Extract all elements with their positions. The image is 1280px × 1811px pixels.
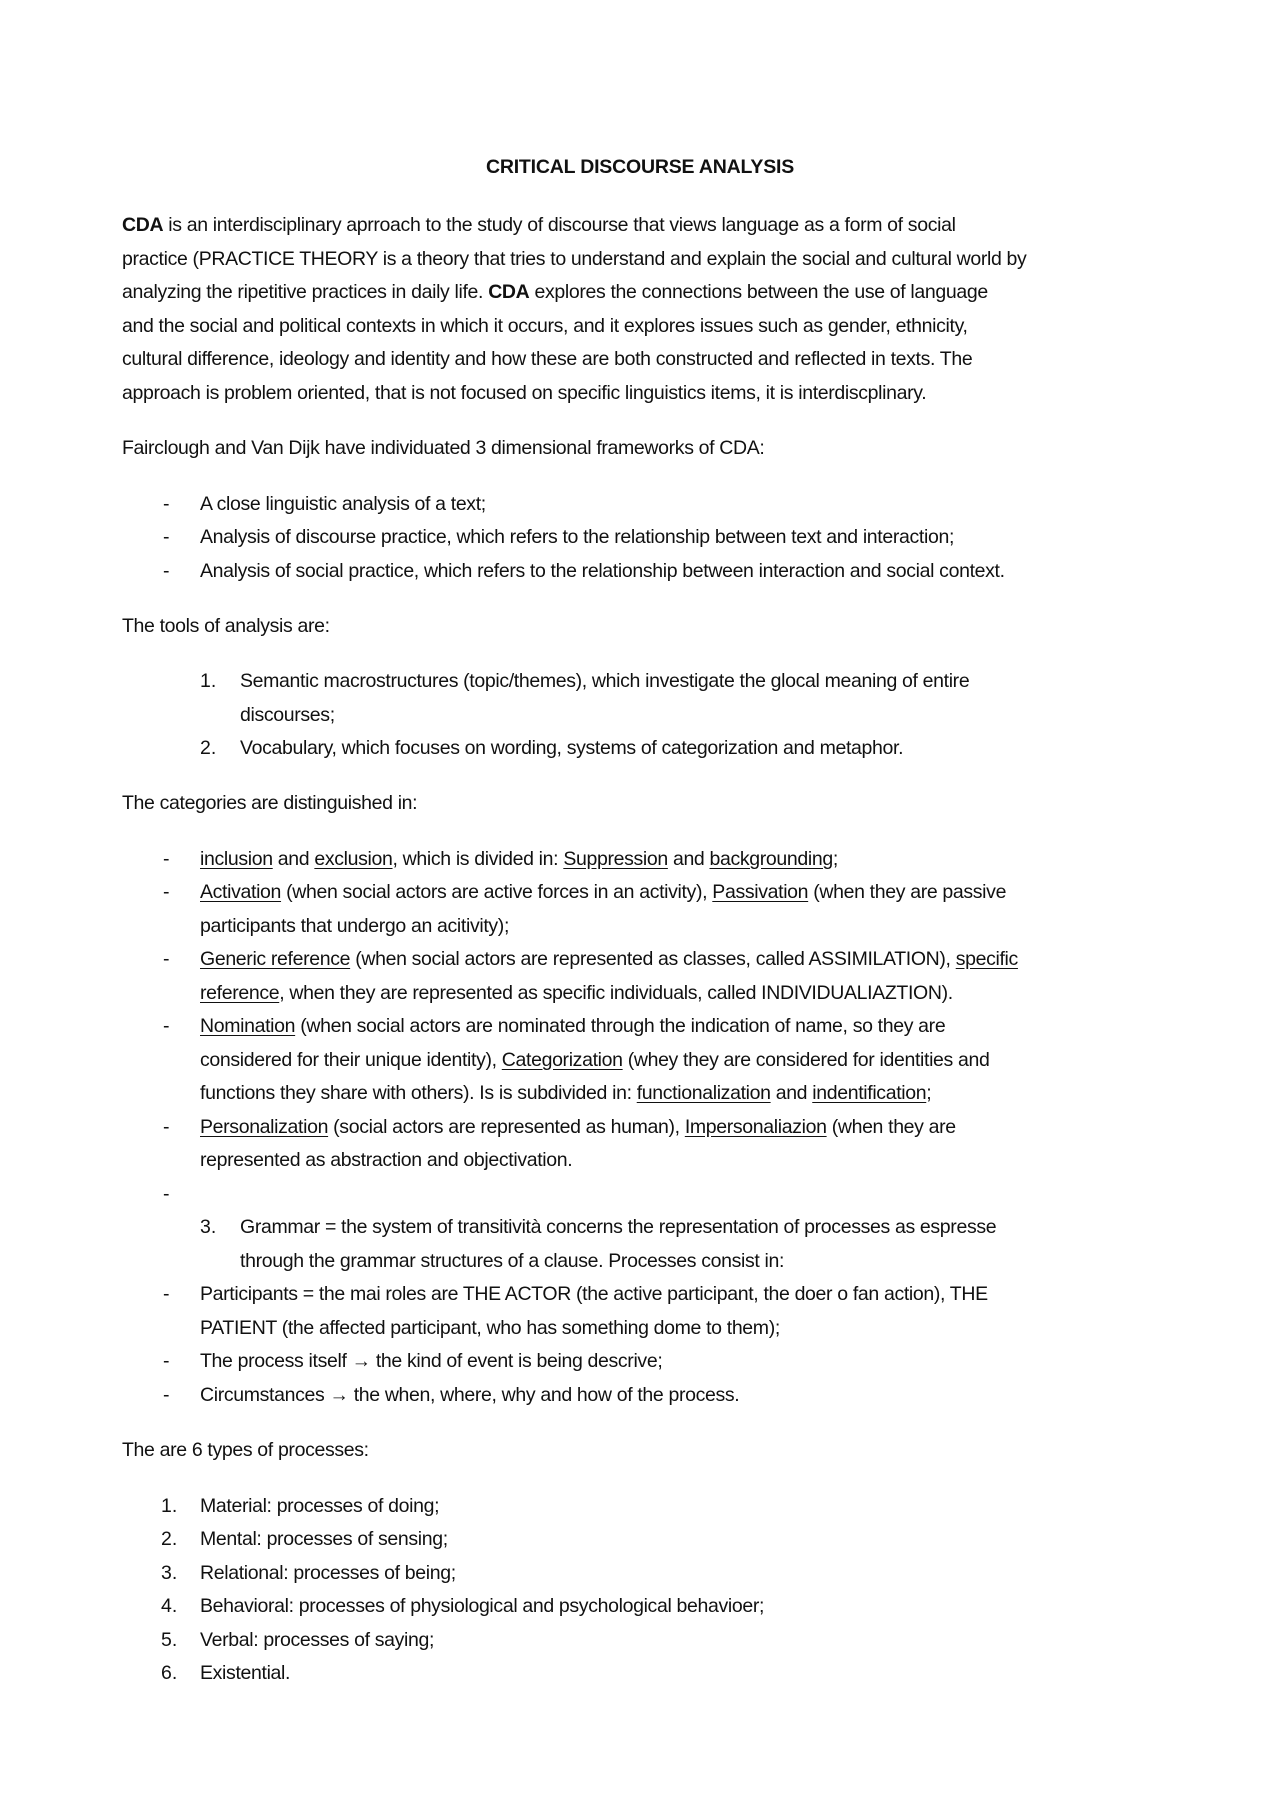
text: (when they are (826, 1116, 956, 1138)
category-item-continued (200, 981, 953, 1005)
list-number: 5. (161, 1629, 178, 1651)
intro-text: explores the connections between the use of language (529, 281, 988, 303)
frameworks-heading: Fairclough and Van Dijk have individuated 3 dimensional frameworks of CDA: (122, 437, 765, 459)
list-item: Analysis of discourse practice, which refers to the relationship between text and interaction; (200, 526, 955, 548)
dash-bullet: - (163, 881, 170, 903)
category-item (200, 1115, 956, 1139)
term-specific: specific (955, 948, 1018, 970)
dash-bullet: - (163, 1015, 170, 1037)
term-impersonaliazion: Impersonaliazion (684, 1116, 827, 1138)
processes-heading: The are 6 types of processes: (122, 1439, 369, 1461)
document-title: CRITICAL DISCOURSE ANALYSIS (485, 156, 795, 178)
text: , which is divided in: (392, 848, 564, 870)
intro-line-3 (122, 280, 988, 304)
cda-bold: CDA (122, 214, 164, 236)
list-number: 2. (200, 737, 217, 759)
process-type-item: Relational: processes of being; (200, 1562, 456, 1584)
list-number: 2. (161, 1528, 178, 1550)
list-item: Analysis of social practice, which refers to the relationship between interaction and social context. (200, 560, 1005, 582)
term-passivation: Passivation (712, 881, 809, 903)
term-generic-reference: Generic reference (200, 948, 351, 970)
category-item-continued: participants that undergo an acitivity); (200, 915, 510, 937)
participants-item-continued: PATIENT (the affected participant, who has something dome to them); (200, 1317, 780, 1339)
list-number: 4. (161, 1595, 178, 1617)
list-number: 6. (161, 1662, 178, 1684)
grammar-line-1: Grammar = the system of transitività concerns the representation of processes as espresse (240, 1216, 997, 1238)
term-reference: reference (200, 982, 280, 1004)
text: (when social actors are active forces in an activity), (281, 881, 713, 903)
intro-line-6: approach is problem oriented, that is not focused on specific linguistics items, it is interdiscplinary. (122, 382, 927, 404)
term-exclusion: exclusion (314, 848, 393, 870)
category-item-continued (200, 1048, 990, 1072)
dash-bullet: - (163, 1350, 170, 1372)
text: and (770, 1082, 813, 1104)
term-suppression: Suppression (563, 848, 668, 870)
text: , when they are represented as specific individuals, called INDIVIDUALIAZTION). (279, 982, 953, 1004)
process-item (200, 1349, 662, 1373)
term-indentification: indentification (812, 1082, 927, 1104)
intro-line-4: and the social and political contexts in which it occurs, and it explores issues such as gender, ethnicity, (122, 315, 968, 337)
process-type-item: Existential. (200, 1662, 291, 1684)
text: considered for their unique identity), (200, 1049, 502, 1071)
text: ; (832, 848, 838, 870)
participants-item: Participants = the mai roles are THE ACTOR (the active participant, the doer o fan action), THE (200, 1283, 988, 1305)
category-item-continued (200, 1081, 931, 1105)
process-type-item: Mental: processes of sensing; (200, 1528, 448, 1550)
arrow-right-icon: → (329, 1384, 349, 1406)
term-inclusion: inclusion (200, 848, 273, 870)
process-type-item: Material: processes of doing; (200, 1495, 440, 1517)
term-backgrounding: backgrounding (709, 848, 833, 870)
intro-text: is an interdisciplinary aprroach to the study of discourse that views language as a form of social (163, 214, 956, 236)
text: The process itself (200, 1350, 352, 1372)
dash-bullet: - (163, 526, 170, 548)
dash-bullet-empty: - (163, 1183, 170, 1205)
dash-bullet: - (163, 493, 170, 515)
intro-line-2: practice (PRACTICE THEORY is a theory that tries to understand and explain the social and cultural world by (122, 248, 1027, 270)
dash-bullet: - (163, 1384, 170, 1406)
dash-bullet: - (163, 560, 170, 582)
text: the when, where, why and how of the process. (348, 1384, 740, 1406)
grammar-line-2: through the grammar structures of a clause. Processes consist in: (240, 1250, 785, 1272)
category-item (200, 947, 1018, 971)
term-activation: Activation (200, 881, 282, 903)
category-item (200, 880, 1006, 904)
term-categorization: Categorization (501, 1049, 623, 1071)
text: the kind of event is being descrive; (370, 1350, 663, 1372)
arrow-right-icon: → (351, 1350, 371, 1372)
process-type-item: Verbal: processes of saying; (200, 1629, 435, 1651)
process-type-item: Behavioral: processes of physiological and psychological behavioer; (200, 1595, 765, 1617)
text: (social actors are represented as human), (328, 1116, 685, 1138)
circumstances-item (200, 1383, 739, 1407)
term-functionalization: functionalization (636, 1082, 771, 1104)
text: (when social actors are nominated through the indication of name, so they are (295, 1015, 946, 1037)
text: and (272, 848, 315, 870)
list-number: 3. (161, 1562, 178, 1584)
text: and (667, 848, 710, 870)
text: Circumstances (200, 1384, 330, 1406)
intro-text: analyzing the ripetitive practices in daily life. (122, 281, 489, 303)
intro-line-5: cultural difference, ideology and identity and how these are both constructed and reflected in texts. The (122, 348, 973, 370)
cda-bold: CDA (488, 281, 530, 303)
text: (when they are passive (808, 881, 1007, 903)
tools-heading: The tools of analysis are: (122, 615, 330, 637)
intro-line-1 (122, 213, 956, 237)
text: (when social actors are represented as classes, called ASSIMILATION), (350, 948, 956, 970)
list-number: 1. (161, 1495, 178, 1517)
list-item-continued: discourses; (240, 704, 335, 726)
dash-bullet: - (163, 948, 170, 970)
list-item: Vocabulary, which focuses on wording, systems of categorization and metaphor. (240, 737, 904, 759)
category-item-continued: represented as abstraction and objectivation. (200, 1149, 573, 1171)
category-item (200, 847, 838, 871)
text: (whey they are considered for identities and (622, 1049, 990, 1071)
list-number: 3. (200, 1216, 217, 1238)
category-item (200, 1014, 945, 1038)
text: ; (926, 1082, 932, 1104)
dash-bullet: - (163, 848, 170, 870)
categories-heading: The categories are distinguished in: (122, 792, 418, 814)
term-personalization: Personalization (200, 1116, 329, 1138)
dash-bullet: - (163, 1283, 170, 1305)
list-item: A close linguistic analysis of a text; (200, 493, 486, 515)
text: functions they share with others). Is is subdivided in: (200, 1082, 637, 1104)
term-nomination: Nomination (200, 1015, 296, 1037)
list-item: Semantic macrostructures (topic/themes), which investigate the glocal meaning of entire (240, 670, 970, 692)
dash-bullet: - (163, 1116, 170, 1138)
list-number: 1. (200, 670, 217, 692)
